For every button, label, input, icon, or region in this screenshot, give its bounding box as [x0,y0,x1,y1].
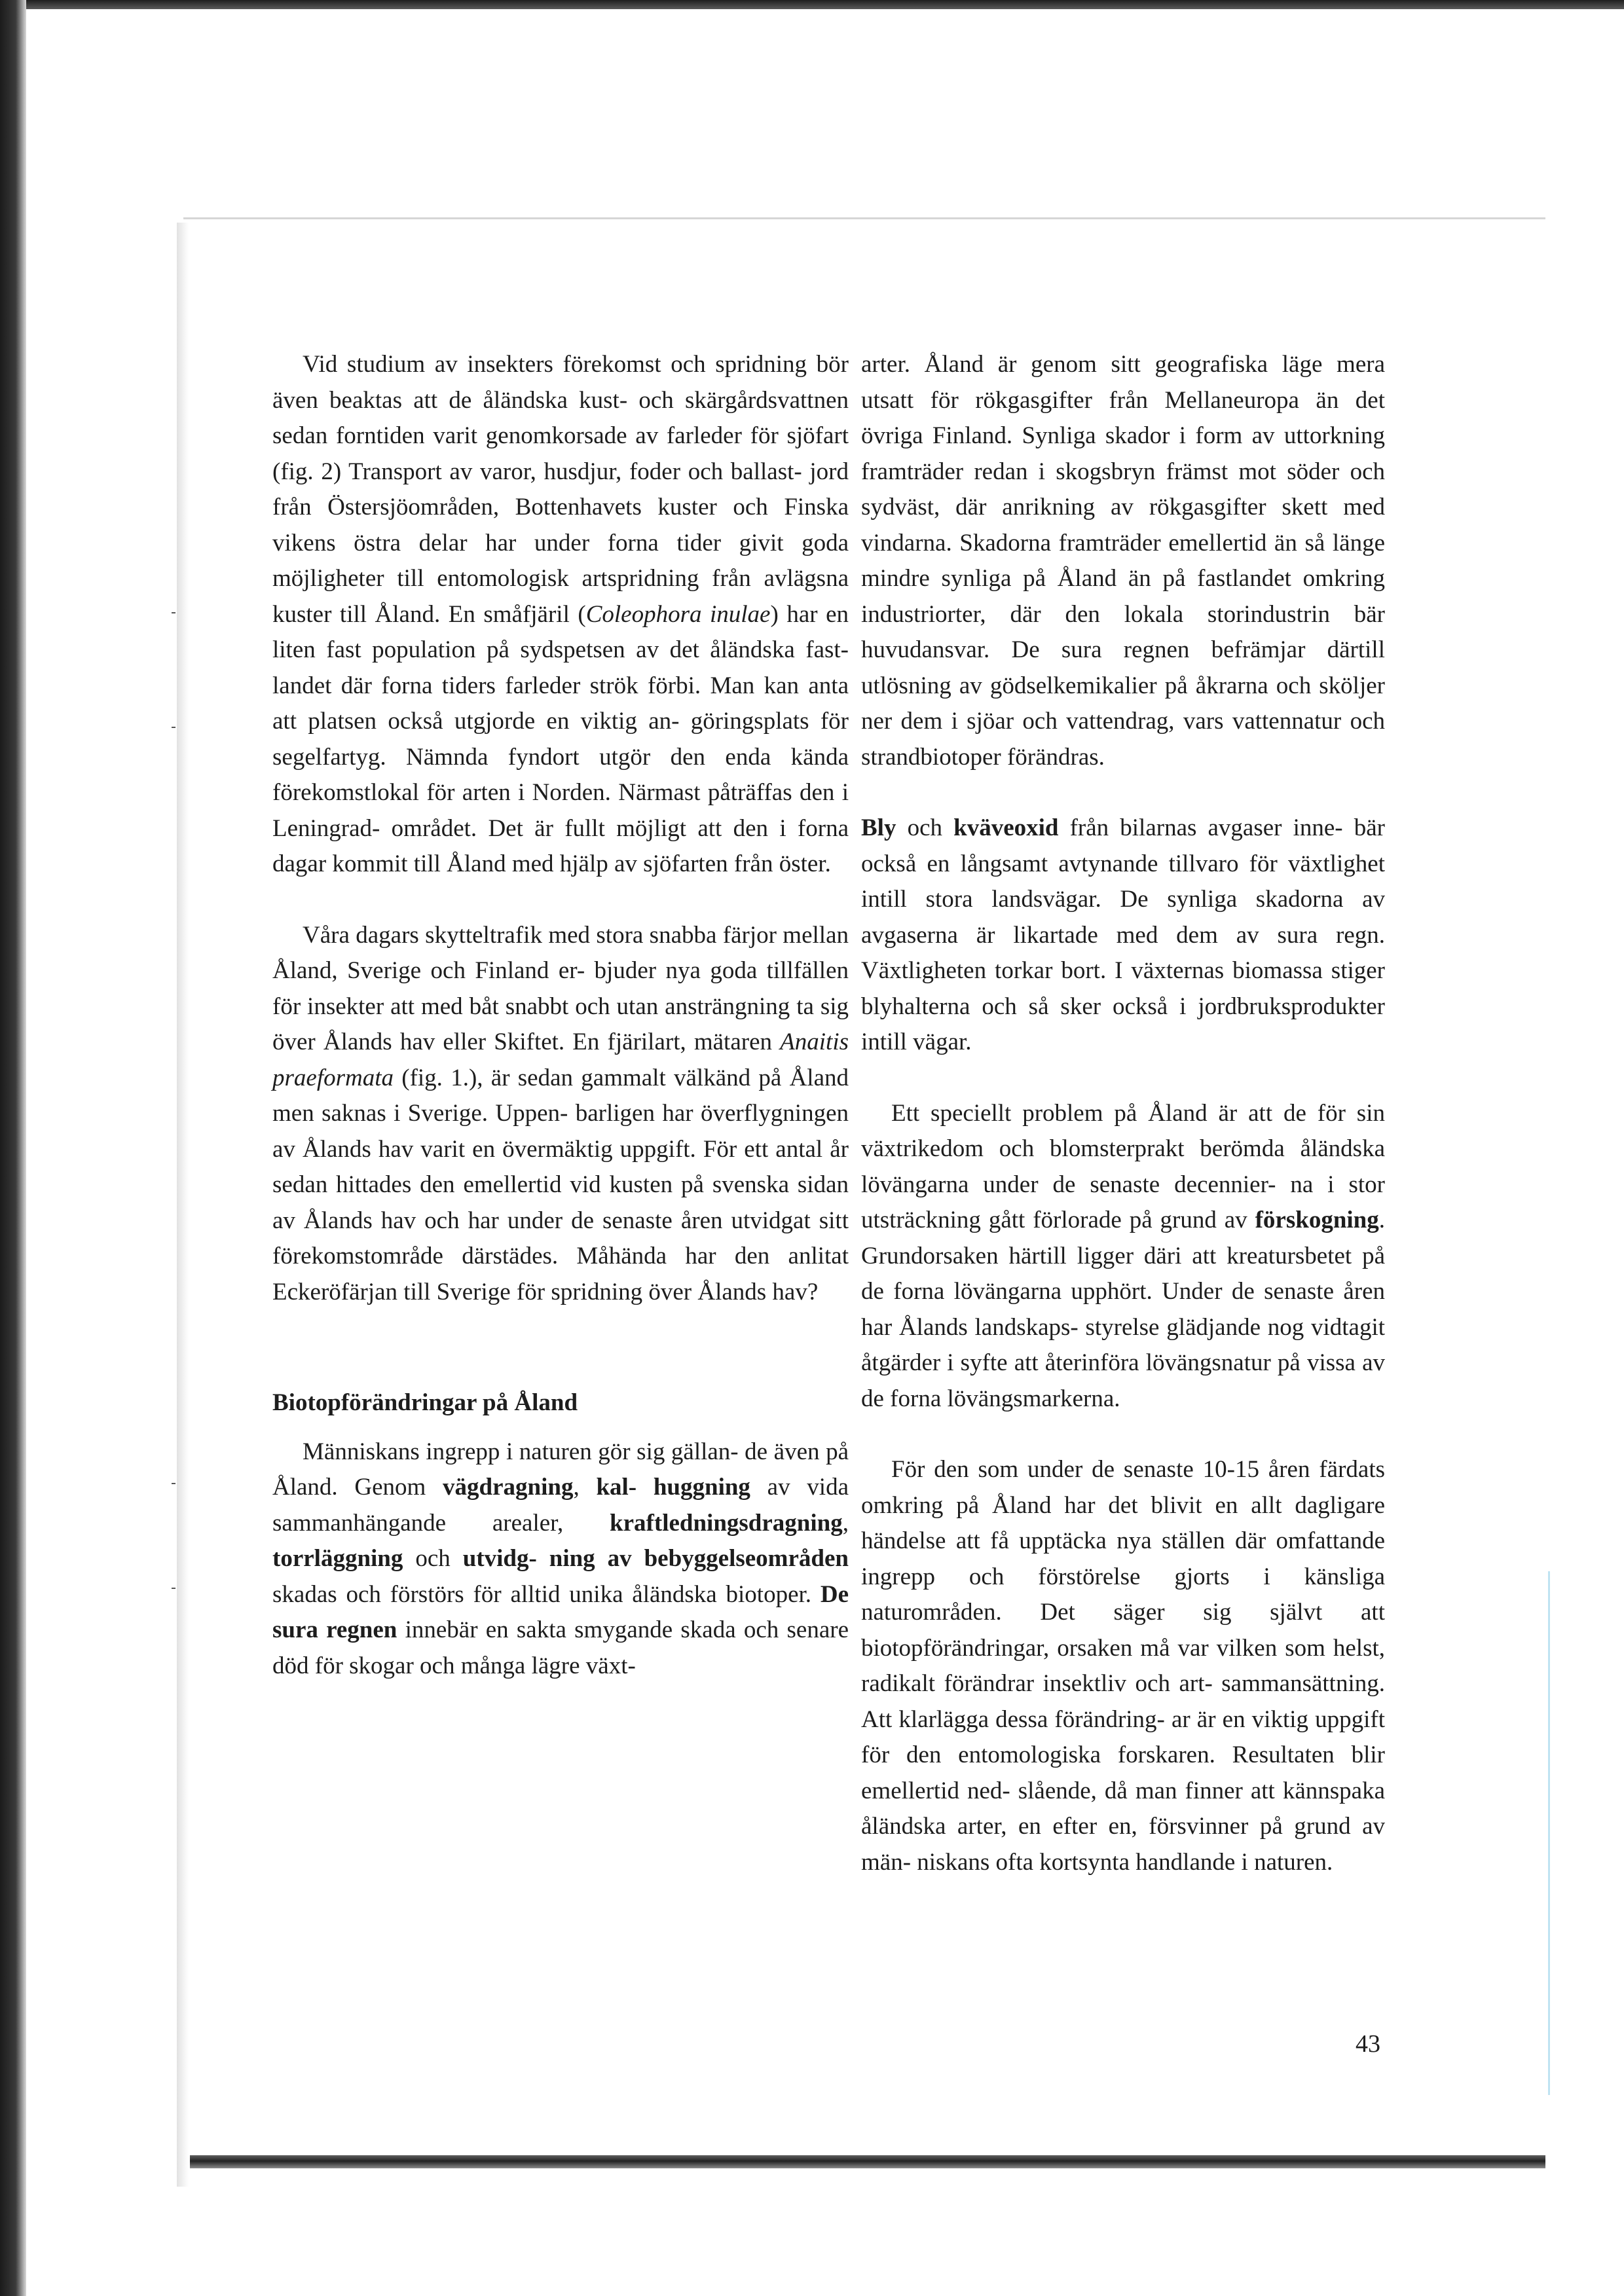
italic-text: Coleophora inulae [585,600,771,628]
text-run: Våra dagars skytteltrafik med stora snabba färjor mellan Åland, Sverige och Finland er- bjuder nya goda tillfällen för insekter att med båt snabbt och utan ansträngning ta sig över Ålands hav eller Skiftet. En fjärilart, mätaren [272,921,849,1055]
bold-term: förskogning [1255,1207,1379,1233]
text-run: av vida sammanhängande arealer, [272,1474,849,1537]
left-column [272,347,849,1684]
text-run: , [842,1509,849,1537]
paragraph [272,1434,849,1685]
text-run: , [573,1474,597,1501]
text-run: För den som under de senaste 10-15 åren färdats omkring på Åland har det blivit en allt dagligare händelse att få upptäcka nya ställen där omfattande ingrepp och förstörelse gjorts i känsliga naturområden. Det säger sig självt att biotopförändringar, orsaken må var vilken som helst, radikalt förändrar insektliv och art- sammansättning. Att klarlägga dessa förändring- ar är en viktig uppgift för den entomologiska forskaren. Resultaten blir emellertid ned- slående, då man finner att kännspaka åländska arter, en efter en, försvinner på grund av män- niskans ofta kortsynta handlande i naturen. [861,1456,1385,1876]
page-top-edge [183,217,1545,219]
section-heading: Biotopförändringar på Åland [272,1389,578,1416]
page-bottom-shadow [190,2155,1545,2168]
bold-term: torrläggning [272,1545,403,1572]
bold-term: kal- huggning [596,1474,750,1501]
text-run: och [403,1545,463,1572]
page-right-edge-tint [1548,1571,1550,2095]
scanner-top-edge [0,0,1624,9]
text-run: arter. Åland är genom sitt geografiska läge mera utsatt för rökgasgifter från Mellaneuropa än det övriga Finland. Synliga skador i form av uttorkning framträder redan i skogsbryn främst mot söder och sydväst, där anrikning av rökgasgifter skett med vindarna. Skadorna framträder emellertid än så länge mindre synliga på Åland än på fastlandet omkring industriorter, där den lokala storindustrin bär huvudansvar. De sura regnen befrämjar därtill utlösning av gödselkemikalier på åkrarna och sköljer ner dem i sjöar och vattendrag, vars vattennatur och strandbiotoper förändras. [861,351,1385,771]
text-run: och [896,814,954,841]
text-run: (fig. 1.), är sedan gammalt välkänd på Åland men saknas i Sverige. Uppen- barligen har överflygningen av Ålands hav varit en övermäktig uppgift. För ett antal år sedan hittades den emellertid vid kusten på svenska sidan av Ålands hav och har under de senaste åren utvidgat sitt förekomstområde därstädes. Måhända har den anlitat Eckeröfärjan till Sverige för spridning över Ålands hav? [272,1064,849,1305]
paragraph [861,1096,1385,1417]
paragraph [861,347,1385,775]
paragraph [861,811,1385,1061]
text-run: Vid studium av insekters förekomst och spridning bör även beaktas att de åländska kust- och skärgårdsvattnen sedan forntiden varit genomkorsade av farleder för sjöfart (fig. 2) Transport av varor, husdjur, foder och ballast- jord från Östersjöområden, Bottenhavets kuster och Finska vikens östra delar har under forna tider givit goda möjligheter till entomologisk artspridning från avlägsna kuster till Åland. En småfjäril ( [272,351,849,628]
text-run: ) har en liten fast population på sydspetsen av det åländska fast- landet där forna tiders farleder strök förbi. Man kan anta att platsen också utgjorde en viktig an- göringsplats för segelfartyg. Nämnda fyndort utgör den enda kända förekomstlokal för arten i Norden. Närmast påträffas den i Leningrad- området. Det är fullt möjligt att den i forna dagar kommit till Åland med hjälp av sjöfarten från öster. [272,600,849,877]
bold-term: kraftledningsdragning [610,1509,843,1537]
text-run: Människans ingrepp i naturen gör sig gällan- de även på Åland. Genom [272,1438,849,1501]
text-run: skadas och förstörs för alltid unika åländska biotoper. [272,1580,821,1608]
page-number: 43 [1356,2030,1380,2058]
text-run: . Grundorsaken härtill ligger däri att kreatursbetet på de forna lövängarna upphört. Under de senaste åren har Ålands landskaps- styrelse glädjande nog vidtagit åtgärder i syfte att återinföra lövängsnatur på vissa av de forna lövängsmarkerna. [861,1207,1385,1412]
text-run: Ett speciellt problem på Åland är att de för sin växtrikedom och blomsterprakt berömda åländska lövängarna under de senaste decennier- na i stor utsträckning gått förlorade på grund av [861,1099,1385,1233]
paragraph [272,918,849,1311]
paragraph [272,347,849,883]
bold-term: Bly [861,814,896,841]
bold-term: kväveoxid [953,814,1059,841]
bold-term: utvidg- ning av bebyggelseområden [462,1545,849,1572]
bold-term: vägdragning [443,1474,574,1501]
right-column [861,347,1385,1880]
scanner-left-edge [0,0,26,2296]
italic-text: Anaitis praeformata [272,1029,849,1091]
text-run: från bilarnas avgaser inne- bär också en långsamt avtynande tillvaro för växtlighet intill stora landsvägar. De synliga skadorna av avgaserna är likartade med dem av sura regn. Växtligheten torkar bort. I växternas biomassa stiger blyhalterna och så sker också i jordbruksprodukter intill vägar. [861,814,1385,1055]
paragraph [861,1452,1385,1880]
page-left-shadow [177,223,189,2187]
text-run: innebär en sakta smygande skada och senare död för skogar och många lägre växt- [272,1616,849,1679]
bold-term: De sura regnen [272,1580,849,1643]
